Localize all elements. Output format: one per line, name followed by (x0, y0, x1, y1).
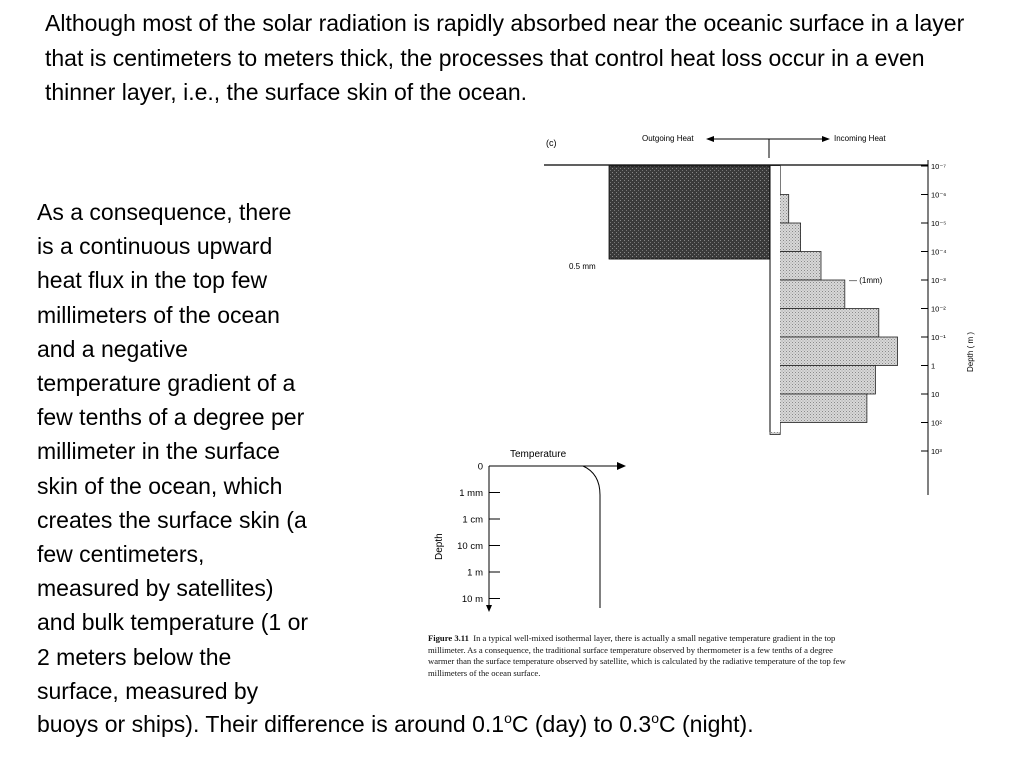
outgoing-heat-bar (609, 166, 770, 259)
temperature-axis-label: Temperature (510, 449, 567, 460)
depth-tick-label: 10⁻⁵ (931, 219, 947, 228)
incoming-heat-bar (770, 195, 789, 224)
depth-tick-label: 1 (931, 361, 936, 371)
closing-line (37, 707, 754, 741)
incoming-heat-bar (770, 394, 867, 423)
temp-depth-ticks (457, 462, 500, 606)
side-line: 2 meters below the (37, 643, 232, 670)
depth-tick-label: 10⁻⁴ (931, 247, 947, 257)
temp-depth-tick-label: 10 cm (457, 541, 483, 552)
incoming-heat-bar (770, 337, 898, 366)
incoming-heat-bar (770, 366, 875, 395)
temp-depth-tick-label: 10 m (461, 594, 483, 605)
degree-sup: o (651, 710, 660, 726)
side-line: few centimeters, (37, 541, 205, 568)
depth-tick-label: 10⁻⁶ (931, 190, 947, 200)
figure-caption (428, 633, 858, 679)
temp-depth-tick-label: 1 mm (459, 488, 483, 499)
side-line: millimeters of the ocean (37, 301, 280, 328)
depth-arrowhead (486, 605, 492, 612)
outgoing-arrowhead (706, 136, 714, 142)
incoming-heat-bar (770, 280, 845, 309)
depth-tick-label: 10⁻³ (931, 276, 946, 285)
outgoing-heat-label: Outgoing Heat (642, 134, 694, 143)
temp-depth-tick-label: 1 cm (462, 514, 483, 526)
depth-tick-label: 10⁻² (931, 304, 946, 314)
temperature-profile-curve (583, 466, 600, 608)
side-line: few tenths of a degree per (37, 404, 305, 431)
panel-label: (c) (546, 138, 557, 148)
layer-depth-label: 0.5 mm (569, 262, 596, 271)
side-line: millimeter in the surface (37, 438, 280, 465)
temp-depth-tick-label: 0 (477, 461, 483, 473)
side-line: temperature gradient of a (37, 370, 296, 397)
closing-text: buoys or ships). Their difference is around 0.1 (37, 711, 505, 737)
depth-ticks (921, 162, 947, 456)
mm-marker-label: — (1mm) (849, 276, 883, 285)
closing-text: C (night). (659, 711, 754, 737)
intro-paragraph: Although most of the solar radiation is rapidly absorbed near the oceanic surface in a layer that is centimeters to meters thick, the processes that control heat loss occur in a even thinner layer, i.e., the surface skin of the ocean. (45, 10, 965, 105)
side-line: is a continuous upward (37, 233, 273, 260)
temp-depth-label: Depth (434, 533, 445, 560)
depth-tick-label: 10⁻⁷ (931, 162, 947, 171)
degree-sup: o (504, 710, 512, 726)
side-line: skin of the ocean, which (37, 472, 283, 499)
side-line: and a negative (37, 335, 188, 362)
incoming-heat-bar (770, 166, 780, 195)
depth-tick-label: 10³ (931, 447, 942, 456)
figure-caption-text: In a typical well-mixed isothermal layer, there is actually a small negative temperature gradient in the top millimeter. As a consequence, the traditional surface temperature observed by thermometer is a few tenths of a degree warmer than the surface temperature observed by satellite, which is calculated by the radiative temperature of the top few millimeters of the ocean surface. (428, 633, 846, 678)
closing-text: C (day) to 0.3 (511, 711, 652, 737)
incoming-heat-label: Incoming Heat (834, 134, 886, 143)
side-line: surface, measured by (37, 677, 259, 704)
incoming-heat-bar (770, 309, 879, 338)
side-line: As a consequence, there (37, 199, 292, 225)
temp-depth-tick-label: 1 m (467, 567, 483, 579)
side-line: and bulk temperature (1 or (37, 609, 309, 636)
figure-caption-label: Figure 3.11 (428, 633, 469, 643)
depth-tick-label: 10² (931, 418, 942, 428)
side-paragraph (37, 195, 387, 708)
depth-axis-label: Depth ( m ) (966, 331, 975, 372)
depth-tick-label: 10⁻¹ (931, 333, 946, 342)
incoming-arrowhead (822, 136, 830, 142)
incoming-baseline (770, 166, 780, 432)
incoming-heat-bar (770, 423, 780, 435)
temperature-arrowhead (617, 462, 626, 470)
side-line: heat flux in the top few (37, 267, 268, 294)
incoming-heat-bar (770, 223, 801, 252)
side-line: creates the surface skin (a (37, 506, 307, 533)
incoming-heat-bar (770, 252, 821, 281)
incoming-bars (770, 166, 898, 435)
side-line: measured by satellites) (37, 575, 274, 602)
depth-tick-label: 10 (931, 390, 940, 399)
